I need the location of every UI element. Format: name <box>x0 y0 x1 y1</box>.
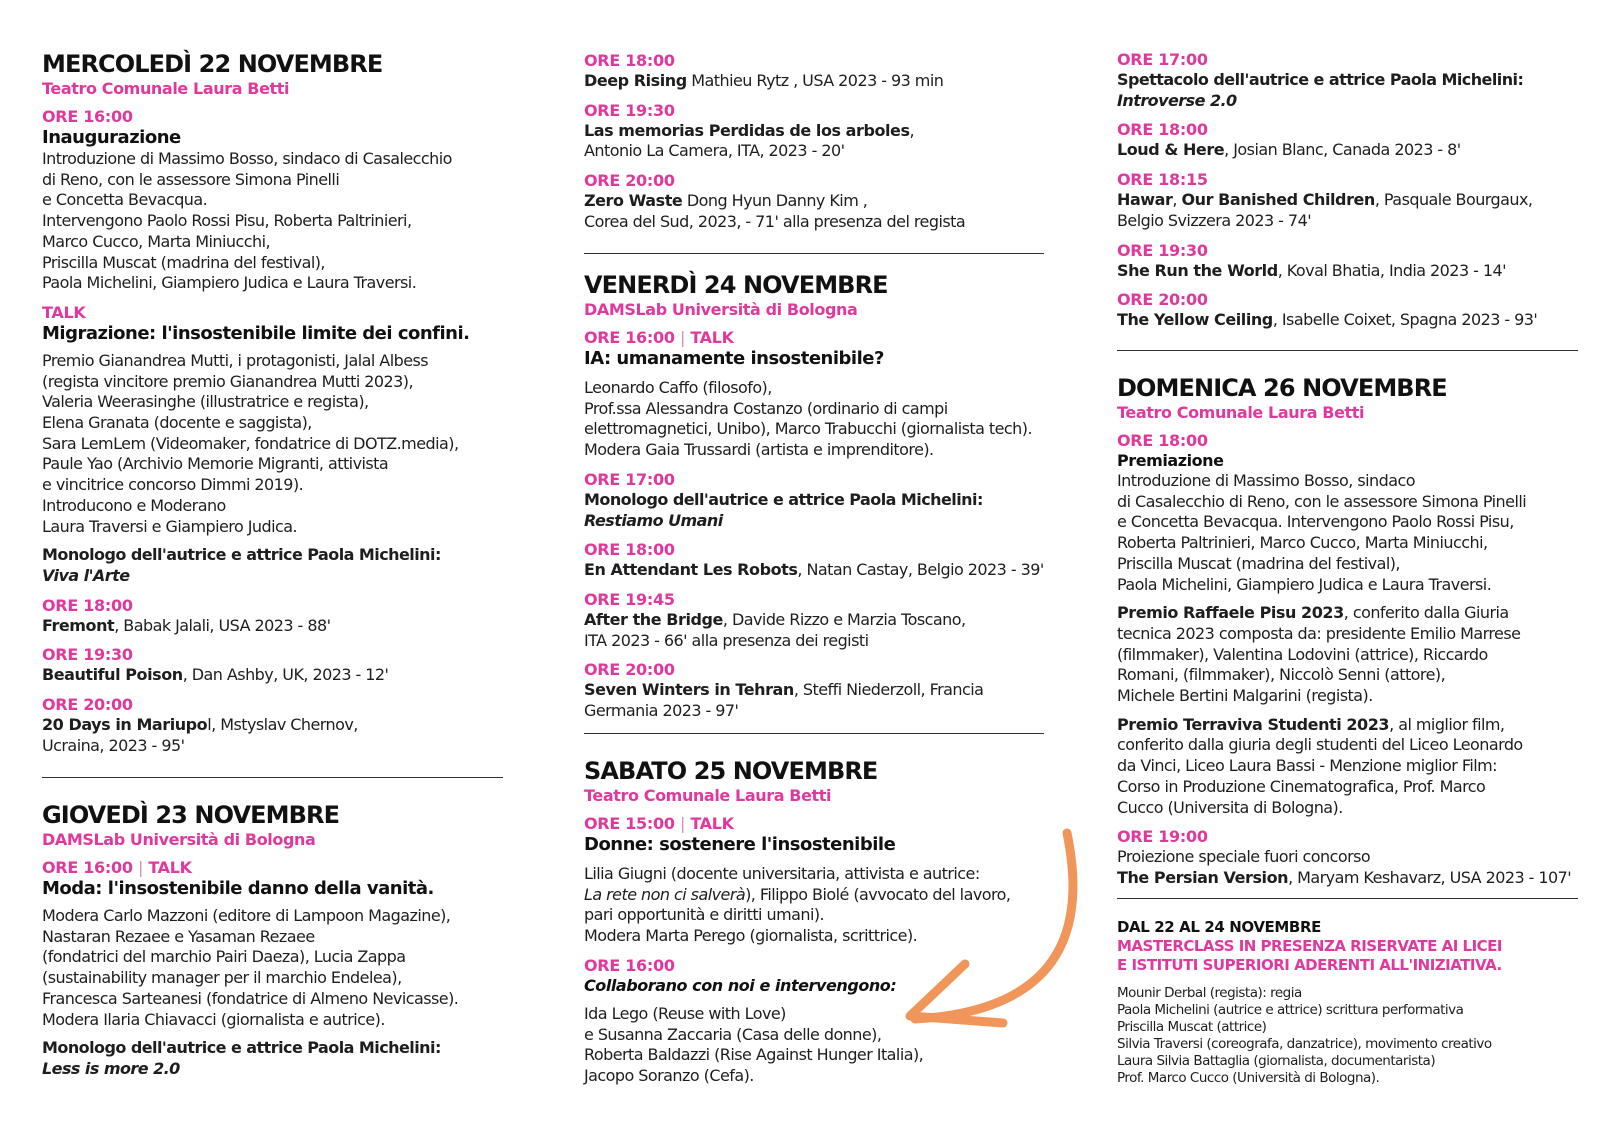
show-title: Introverse 2.0 <box>1117 90 1237 110</box>
event-time: ORE 20:00 <box>1117 290 1208 310</box>
event-time: ORE 19:30 <box>42 645 133 665</box>
venue: DAMSLab Università di Bologna <box>42 830 316 849</box>
film-entry: Zero Waste Dong Hyun Danny Kim , Corea del Sud, 2023, - 71' alla presenza del regista <box>584 191 966 231</box>
talk-title: Moda: l'insostenibile danno della vanità. <box>42 878 434 899</box>
event-time: ORE 17:00 <box>584 469 675 489</box>
award-raffaele-pisu: Premio Raffaele Pisu 2023, conferito dalla Giuria tecnica 2023 composta da: presidente Emilio Marrese (filmmaker), Valentina Lodovini (attrice), Riccardo Romani, (filmmaker), Niccolò Senni (attore), Michele Bertini Malgarini (regista). <box>1117 603 1521 706</box>
film-entry: Deep Rising Mathieu Rytz , USA 2023 - 93 min <box>584 71 944 90</box>
talk-title: Donne: sostenere l'insostenibile <box>584 834 896 855</box>
event-title: Premiazione <box>1117 451 1224 470</box>
masterclass-dates: DAL 22 AL 24 NOVEMBRE <box>1117 918 1321 936</box>
film-entry: She Run the World, Koval Bhatia, India 2023 - 14' <box>1117 260 1506 280</box>
event-time: ORE 16:00 <box>584 955 675 975</box>
day-heading: MERCOLEDÌ 22 NOVEMBRE <box>42 50 383 78</box>
day-heading: VENERDÌ 24 NOVEMBRE <box>584 271 888 299</box>
event-time: ORE 20:00 <box>42 695 133 715</box>
event-time: ORE 18:00 <box>1117 431 1208 450</box>
talk-description: Leonardo Caffo (filosofo), Prof.ssa Alessandra Costanzo (ordinario di campi elettromagnetici, Unibo), Marco Trabucchi (giornalista tech). Modera Gaia Trussardi (artista e imprenditore). <box>584 378 1032 460</box>
talk-description: Lilia Giugni (docente universitaria, attivista e autrice: La rete non ci salverà), Filippo Biolé (avvocato del lavoro, pari opportunità e diritti umani). Modera Marta Perego (giornalista, scrittrice). <box>584 864 1011 946</box>
film-entry: En Attendant Les Robots, Natan Castay, Belgio 2023 - 39' <box>584 560 1044 580</box>
event-time: ORE 19:30 <box>1117 240 1208 260</box>
monologue-title: Less is more 2.0 <box>42 1058 180 1078</box>
event-description: Introduzione di Massimo Bosso, sindaco di Casalecchio di Reno, con le assessore Simona Pinelli e Concetta Bevacqua. Intervengono Paolo Rossi Pisu, Roberta Paltrinieri, Marco Cucco, Marta Miniucchi, Priscilla Muscat (madrina del festival), Paola Michelini, Giampiero Judica e Laura Traversi. <box>1117 471 1527 594</box>
day-heading: SABATO 25 NOVEMBRE <box>584 757 878 785</box>
event-time: ORE 18:00 <box>584 51 675 70</box>
award-terraviva: Premio Terraviva Studenti 2023, al miglior film, conferito dalla giuria degli studenti del Liceo Leonardo da Vinci, Liceo Laura Bassi - Menzione miglior Film: Corso in Produzione Cinematografica, Prof. Marco Cucco (Universita di Bologna). <box>1117 714 1523 817</box>
venue: Teatro Comunale Laura Betti <box>1117 403 1365 422</box>
event-time: ORE 16:00 | TALK <box>584 328 734 347</box>
film-entry: Las memorias Perdidas de los arboles, Antonio La Camera, ITA, 2023 - 20' <box>584 120 915 161</box>
day-heading: GIOVEDÌ 23 NOVEMBRE <box>42 801 340 829</box>
event-time: ORE 19:00 <box>1117 827 1208 847</box>
talk-label: TALK <box>42 302 86 322</box>
collaborators-heading: Collaborano con noi e intervengono: <box>584 975 897 995</box>
talk-title: IA: umanamente insostenibile? <box>584 348 884 369</box>
show-label: Spettacolo dell'autrice e attrice Paola Michelini: <box>1117 70 1524 89</box>
event-time: ORE 19:30 <box>584 100 675 120</box>
event-time: ORE 18:15 <box>1117 170 1208 190</box>
film-entry: Seven Winters in Tehran, Steffi Niederzoll, Francia Germania 2023 - 97' <box>584 680 984 721</box>
event-title: Inaugurazione <box>42 127 181 148</box>
event-time: ORE 20:00 <box>584 660 675 680</box>
monologue-label: Monologo dell'autrice e attrice Paola Michelini: <box>584 489 983 509</box>
event-description: Introduzione di Massimo Bosso, sindaco di Casalecchio di Reno, con le assessore Simona Pinelli e Concetta Bevacqua. Intervengono Paolo Rossi Pisu, Roberta Paltrinieri, Marco Cucco, Marta Miniucchi, Priscilla Muscat (madrina del festival), Paola Michelini, Giampiero Judica e Laura Traversi. <box>42 149 452 293</box>
film-entry: 20 Days in Mariupol, Mstyslav Chernov, Ucraina, 2023 - 95' <box>42 715 358 755</box>
talk-description: Modera Carlo Mazzoni (editore di Lampoon Magazine), Nastaran Rezaee e Yasaman Rezaee (fondatrici del marchio Pairi Daeza), Lucia Zappa (sustainability manager per il marchio Endelea), Francesca Sarteanesi (fondatrice di Almeno Nevicasse). Modera Ilaria Chiavacci (giornalista e autrice). <box>42 906 459 1029</box>
collaborators-list: Ida Lego (Reuse with Love) e Susanna Zaccaria (Casa delle donne), Roberta Baldazzi (Rise Against Hunger Italia), Jacopo Soranzo (Cefa). <box>584 1003 924 1085</box>
venue: Teatro Comunale Laura Betti <box>42 79 290 98</box>
film-entry: Fremont, Babak Jalali, USA 2023 - 88' <box>42 615 331 635</box>
event-time: ORE 18:00 <box>584 540 675 560</box>
film-entry: The Yellow Ceiling, Isabelle Coixet, Spagna 2023 - 93' <box>1117 310 1538 330</box>
event-time: ORE 19:45 <box>584 589 675 609</box>
film-entry: Loud & Here, Josian Blanc, Canada 2023 - 8' <box>1117 140 1461 160</box>
masterclass-title: MASTERCLASS IN PRESENZA RISERVATE AI LICEI E ISTITUTI SUPERIORI ADERENTI ALL'INIZIATIVA. <box>1117 937 1503 974</box>
talk-description: Premio Gianandrea Mutti, i protagonisti, Jalal Albess (regista vincitore premio Gianandrea Mutti 2023), Valeria Weerasinghe (illustratrice e regista), Elena Granata (docente e saggista), Sara LemLem (Videomaker, fondatrice di DOTZ.media), Paule Yao (Archivio Memorie Migranti, attivista e vincitrice concorso Dimmi 2019). Introducono e Moderano Laura Traversi e Giampiero Judica. <box>42 350 459 536</box>
event-time: ORE 18:00 <box>42 595 133 615</box>
film-entry: After the Bridge, Davide Rizzo e Marzia Toscano, ITA 2023 - 66' alla presenza dei registi <box>584 609 966 650</box>
monologue-label: Monologo dell'autrice e attrice Paola Michelini: <box>42 1038 441 1058</box>
day-heading: DOMENICA 26 NOVEMBRE <box>1117 374 1447 402</box>
monologue-title: Viva l'Arte <box>42 565 130 585</box>
monologue-title: Restiamo Umani <box>584 510 723 530</box>
monologue-label: Monologo dell'autrice e attrice Paola Michelini: <box>42 545 441 565</box>
event-time: ORE 18:00 <box>1117 120 1208 140</box>
event-time: ORE 16:00 | TALK <box>42 858 192 877</box>
talk-title: Migrazione: l'insostenibile limite dei confini. <box>42 322 470 344</box>
masterclass-list: Mounir Derbal (regista): regia Paola Michelini (autrice e attrice) scrittura performativa Priscilla Muscat (attrice) Silvia Traversi (coreografa, danzatrice), movimento creativo Laura Silvia Battaglia (giornalista, documentarista) Prof. Marco Cucco (Università di Bologna). <box>1117 985 1492 1086</box>
venue: DAMSLab Università di Bologna <box>584 300 858 319</box>
special-screening: Proiezione speciale fuori concorso The Persian Version, Maryam Keshavarz, USA 2023 - 107' <box>1117 847 1572 887</box>
event-time: ORE 16:00 <box>42 107 133 126</box>
film-entry: Hawar, Our Banished Children, Pasquale Bourgaux, Belgio Svizzera 2023 - 74' <box>1117 190 1533 230</box>
event-time: ORE 17:00 <box>1117 50 1208 69</box>
event-time: ORE 15:00 | TALK <box>584 814 734 833</box>
event-time: ORE 20:00 <box>584 171 675 191</box>
film-entry: Beautiful Poison, Dan Ashby, UK, 2023 - 12' <box>42 665 389 685</box>
venue: Teatro Comunale Laura Betti <box>584 786 832 805</box>
